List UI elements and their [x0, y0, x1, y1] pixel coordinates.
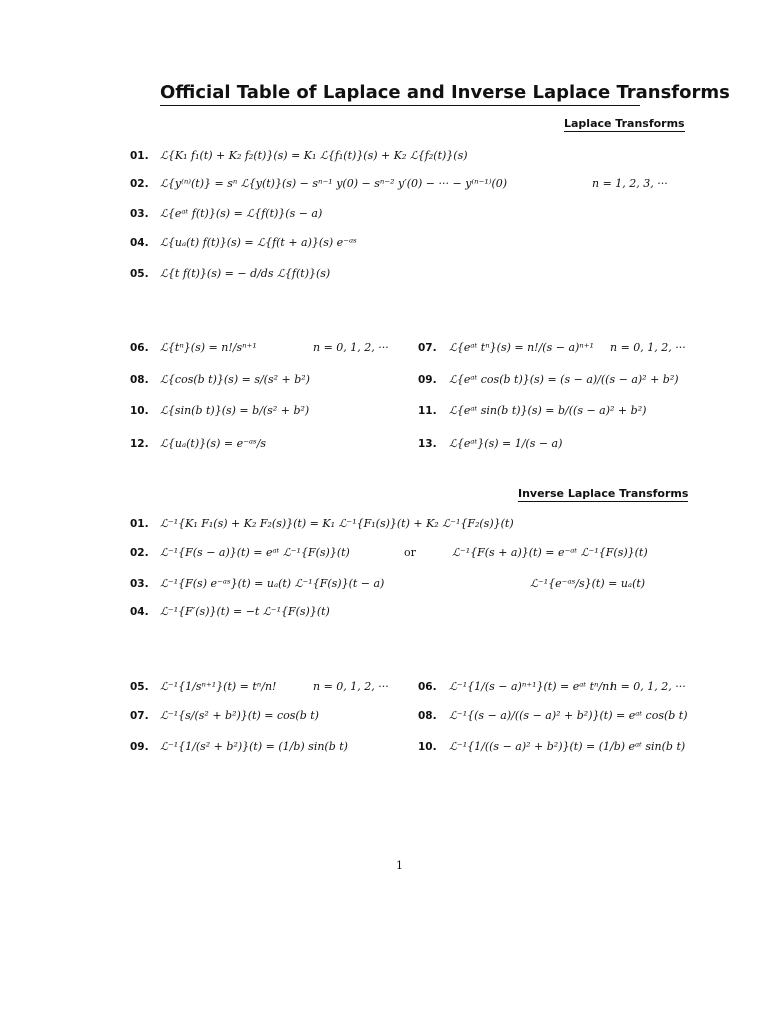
- formula: ℒ{t f(t)}(s) = − d/ds ℒ{f(t)}(s): [160, 267, 331, 280]
- section-heading-laplace: Laplace Transforms: [564, 117, 685, 130]
- entry-number: 03.: [130, 208, 149, 220]
- entry-number: 01.: [130, 150, 149, 162]
- entry-number: 02.: [130, 547, 149, 559]
- formula: ℒ{tⁿ}(s) = n!/sⁿ⁺¹: [160, 341, 257, 354]
- formula-condition: n = 0, 1, 2, ···: [610, 680, 686, 693]
- formula-alternate: ℒ⁻¹{F(s + a)}(t) = e⁻ᵃᵗ ℒ⁻¹{F(s)}(t): [452, 546, 648, 559]
- formula: ℒ⁻¹{(s − a)/((s − a)² + b²)}(t) = eᵃᵗ cos(b t): [449, 709, 688, 722]
- formula: ℒ{eᵃᵗ cos(b t)}(s) = (s − a)/((s − a)² + b²): [449, 373, 679, 386]
- formula: ℒ⁻¹{1/((s − a)² + b²)}(t) = (1/b) eᵃᵗ sin(b t): [449, 740, 686, 753]
- formula: ℒ⁻¹{1/(s − a)ⁿ⁺¹}(t) = eᵃᵗ tⁿ/n!: [449, 680, 614, 693]
- formula: ℒ{eᵃᵗ tⁿ}(s) = n!/(s − a)ⁿ⁺¹: [449, 341, 594, 354]
- formula: ℒ{K₁ f₁(t) + K₂ f₂(t)}(s) = K₁ ℒ{f₁(t)}(s) + K₂ ℒ{f₂(t)}(s): [160, 149, 468, 162]
- entry-number: 06.: [130, 342, 149, 354]
- formula: ℒ⁻¹{F(s) e⁻ᵃˢ}(t) = uₐ(t) ℒ⁻¹{F(s)}(t − a): [160, 577, 385, 590]
- entry-number: 03.: [130, 578, 149, 590]
- formula-condition: n = 0, 1, 2, ···: [610, 341, 686, 354]
- entry-number: 12.: [130, 438, 149, 450]
- entry-number: 09.: [130, 741, 149, 753]
- entry-number: 08.: [130, 374, 149, 386]
- entry-number: 05.: [130, 268, 149, 280]
- entry-number: 04.: [130, 237, 149, 249]
- formula: ℒ{cos(b t)}(s) = s/(s² + b²): [160, 373, 310, 386]
- formula: ℒ⁻¹{s/(s² + b²)}(t) = cos(b t): [160, 709, 319, 722]
- formula: ℒ{eᵃᵗ sin(b t)}(s) = b/((s − a)² + b²): [449, 404, 647, 417]
- entry-number: 05.: [130, 681, 149, 693]
- entry-number: 07.: [418, 342, 437, 354]
- formula-condition: n = 0, 1, 2, ···: [313, 341, 389, 354]
- page-number: 1: [396, 859, 403, 872]
- formula: ℒ{y⁽ⁿ⁾(t)} = sⁿ ℒ{y(t)}(s) − sⁿ⁻¹ y(0) − sⁿ⁻² y′(0) − ··· − y⁽ⁿ⁻¹⁾(0): [160, 177, 508, 190]
- section-heading-inverse: Inverse Laplace Transforms: [518, 487, 689, 500]
- entry-number: 10.: [418, 741, 437, 753]
- formula: ℒ⁻¹{K₁ F₁(s) + K₂ F₂(s)}(t) = K₁ ℒ⁻¹{F₁(s)}(t) + K₂ ℒ⁻¹{F₂(s)}(t): [160, 517, 514, 530]
- formula: ℒ⁻¹{1/sⁿ⁺¹}(t) = tⁿ/n!: [160, 680, 277, 693]
- formula: ℒ{uₐ(t)}(s) = e⁻ᵃˢ/s: [160, 437, 267, 450]
- formula: ℒ{eᵃᵗ}(s) = 1/(s − a): [449, 437, 563, 450]
- entry-number: 04.: [130, 606, 149, 618]
- formula-condition: n = 0, 1, 2, ···: [313, 680, 389, 693]
- entry-number: 06.: [418, 681, 437, 693]
- or-label: or: [404, 546, 416, 559]
- entry-number: 01.: [130, 518, 149, 530]
- entry-number: 10.: [130, 405, 149, 417]
- entry-number: 02.: [130, 178, 149, 190]
- entry-number: 07.: [130, 710, 149, 722]
- formula: ℒ{uₐ(t) f(t)}(s) = ℒ{f(t + a)}(s) e⁻ᵃˢ: [160, 236, 357, 249]
- formula-alternate: ℒ⁻¹{e⁻ᵃˢ/s}(t) = uₐ(t): [530, 577, 646, 590]
- formula: ℒ⁻¹{1/(s² + b²)}(t) = (1/b) sin(b t): [160, 740, 348, 753]
- formula-condition: n = 1, 2, 3, ···: [592, 177, 668, 190]
- entry-number: 11.: [418, 405, 437, 417]
- formula: ℒ⁻¹{F′(s)}(t) = −t ℒ⁻¹{F(s)}(t): [160, 605, 330, 618]
- entry-number: 13.: [418, 438, 437, 450]
- entry-number: 08.: [418, 710, 437, 722]
- entry-number: 09.: [418, 374, 437, 386]
- formula: ℒ{sin(b t)}(s) = b/(s² + b²): [160, 404, 310, 417]
- formula: ℒ{eᵃᵗ f(t)}(s) = ℒ{f(t)}(s − a): [160, 207, 323, 220]
- formula: ℒ⁻¹{F(s − a)}(t) = eᵃᵗ ℒ⁻¹{F(s)}(t): [160, 546, 350, 559]
- page-title: Official Table of Laplace and Inverse Laplace Transforms: [160, 82, 640, 106]
